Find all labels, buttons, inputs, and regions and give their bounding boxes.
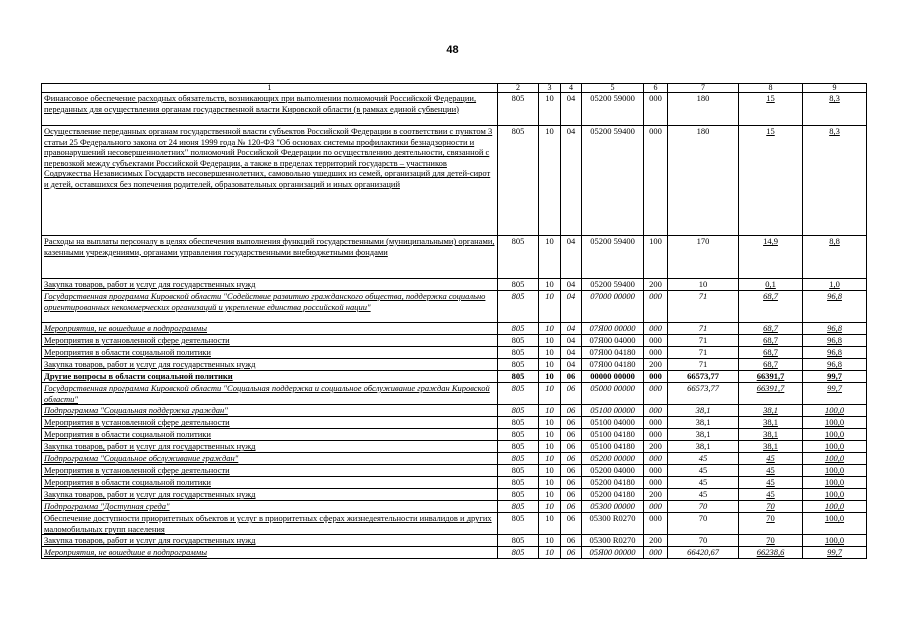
cell-planned: 71 bbox=[668, 347, 739, 359]
cell-section: 10 bbox=[539, 489, 561, 501]
cell-expense-type: 000 bbox=[644, 547, 668, 559]
cell-percent: 100,0 bbox=[803, 535, 867, 547]
cell-expense-type: 000 bbox=[644, 347, 668, 359]
cell-percent: 96,8 bbox=[803, 335, 867, 347]
cell-subsection: 06 bbox=[561, 501, 582, 513]
cell-planned: 45 bbox=[668, 453, 739, 465]
cell-expense-type: 000 bbox=[644, 477, 668, 489]
cell-target-article: 07Я00 04180 bbox=[582, 359, 644, 371]
cell-subsection: 04 bbox=[561, 279, 582, 291]
cell-expense-type: 200 bbox=[644, 441, 668, 453]
cell-target-article: 05Я00 00000 bbox=[582, 547, 644, 559]
cell-target-article: 07Я00 04180 bbox=[582, 347, 644, 359]
cell-section: 10 bbox=[539, 441, 561, 453]
cell-section: 10 bbox=[539, 501, 561, 513]
cell-executed: 14,9 bbox=[739, 236, 803, 279]
cell-percent: 100,0 bbox=[803, 501, 867, 513]
cell-subsection: 06 bbox=[561, 453, 582, 465]
cell-expense-type: 200 bbox=[644, 279, 668, 291]
cell-expense-type: 000 bbox=[644, 371, 668, 383]
cell-subsection: 06 bbox=[561, 489, 582, 501]
cell-expense-type: 000 bbox=[644, 323, 668, 335]
row-name: Осуществление переданных органам государственной власти субъектов Российской Федерации в соответствии с пунктом 3 статьи 25 Федерального закона от 24 июня 1999 года № 120-ФЗ "Об основах системы профилактики безнадзорности и правонарушений несовершеннолетних" полномочий Российской Федерации по осуществлению деятельности, связанной с перевозкой между субъектами Российской Федерации, а также в пределах территорий государств – участников Содружества Независимых Государств несовершеннолетних, самовольно ушедших из семей, организаций для детей-сирот и детей, оставшихся без попечения родителей, образовательных организаций и иных организаций bbox=[42, 126, 498, 236]
cell-percent: 100,0 bbox=[803, 465, 867, 477]
cell-percent: 99,7 bbox=[803, 383, 867, 405]
page-number: 48 bbox=[446, 44, 459, 56]
cell-expense-type: 000 bbox=[644, 465, 668, 477]
cell-grbs: 805 bbox=[498, 501, 539, 513]
row-name: Закупка товаров, работ и услуг для государственных нужд bbox=[42, 441, 498, 453]
cell-executed: 38,1 bbox=[739, 417, 803, 429]
cell-section: 10 bbox=[539, 429, 561, 441]
cell-planned: 71 bbox=[668, 323, 739, 335]
cell-executed: 15 bbox=[739, 93, 803, 126]
cell-subsection: 06 bbox=[561, 417, 582, 429]
cell-grbs: 805 bbox=[498, 335, 539, 347]
table-row bbox=[42, 126, 867, 236]
cell-percent: 99,7 bbox=[803, 371, 867, 383]
cell-expense-type: 000 bbox=[644, 453, 668, 465]
cell-grbs: 805 bbox=[498, 429, 539, 441]
row-name: Подпрограмма "Доступная среда" bbox=[42, 501, 498, 513]
cell-executed: 45 bbox=[739, 453, 803, 465]
cell-grbs: 805 bbox=[498, 291, 539, 323]
cell-grbs: 805 bbox=[498, 126, 539, 236]
cell-target-article: 07Я00 04000 bbox=[582, 335, 644, 347]
cell-planned: 70 bbox=[668, 501, 739, 513]
cell-grbs: 805 bbox=[498, 347, 539, 359]
row-name: Мероприятия, не вошедшие в подпрограммы bbox=[42, 323, 498, 335]
cell-section: 10 bbox=[539, 383, 561, 405]
cell-executed: 68,7 bbox=[739, 323, 803, 335]
cell-subsection: 04 bbox=[561, 236, 582, 279]
cell-executed: 45 bbox=[739, 489, 803, 501]
cell-executed: 66238,6 bbox=[739, 547, 803, 559]
cell-planned: 45 bbox=[668, 489, 739, 501]
row-name: Закупка товаров, работ и услуг для государственных нужд bbox=[42, 535, 498, 547]
cell-section: 10 bbox=[539, 279, 561, 291]
cell-percent: 8,3 bbox=[803, 126, 867, 236]
cell-section: 10 bbox=[539, 547, 561, 559]
cell-executed: 66391,7 bbox=[739, 383, 803, 405]
cell-section: 10 bbox=[539, 453, 561, 465]
cell-executed: 68,7 bbox=[739, 335, 803, 347]
table-row bbox=[42, 279, 867, 291]
row-name: Мероприятия в установленной сфере деятельности bbox=[42, 465, 498, 477]
column-number-row bbox=[42, 84, 867, 93]
column-number: 1 bbox=[42, 84, 498, 93]
table-row bbox=[42, 371, 867, 383]
table-row bbox=[42, 236, 867, 279]
cell-target-article: 05200 59000 bbox=[582, 93, 644, 126]
row-name: Мероприятия в установленной сфере деятельности bbox=[42, 417, 498, 429]
table-row bbox=[42, 93, 867, 126]
cell-executed: 15 bbox=[739, 126, 803, 236]
cell-subsection: 04 bbox=[561, 359, 582, 371]
cell-expense-type: 000 bbox=[644, 501, 668, 513]
column-number: 5 bbox=[582, 84, 644, 93]
cell-section: 10 bbox=[539, 126, 561, 236]
cell-percent: 99,7 bbox=[803, 547, 867, 559]
cell-grbs: 805 bbox=[498, 371, 539, 383]
row-name: Мероприятия в области социальной политики bbox=[42, 347, 498, 359]
cell-section: 10 bbox=[539, 291, 561, 323]
table-row bbox=[42, 429, 867, 441]
cell-subsection: 06 bbox=[561, 371, 582, 383]
row-name: Мероприятия в установленной сфере деятельности bbox=[42, 335, 498, 347]
cell-planned: 10 bbox=[668, 279, 739, 291]
cell-grbs: 805 bbox=[498, 383, 539, 405]
cell-section: 10 bbox=[539, 335, 561, 347]
cell-target-article: 07000 00000 bbox=[582, 291, 644, 323]
cell-planned: 180 bbox=[668, 126, 739, 236]
cell-percent: 100,0 bbox=[803, 489, 867, 501]
column-number: 7 bbox=[668, 84, 739, 93]
cell-planned: 71 bbox=[668, 359, 739, 371]
cell-planned: 38,1 bbox=[668, 441, 739, 453]
cell-percent: 100,0 bbox=[803, 429, 867, 441]
row-name: Обеспечение доступности приоритетных объектов и услуг в приоритетных сферах жизнедеятельности инвалидов и других маломобильных групп населения bbox=[42, 513, 498, 535]
cell-grbs: 805 bbox=[498, 513, 539, 535]
cell-expense-type: 100 bbox=[644, 236, 668, 279]
cell-percent: 96,8 bbox=[803, 347, 867, 359]
cell-expense-type: 000 bbox=[644, 429, 668, 441]
table-row bbox=[42, 547, 867, 559]
row-name: Мероприятия в области социальной политики bbox=[42, 429, 498, 441]
cell-planned: 38,1 bbox=[668, 405, 739, 417]
cell-planned: 45 bbox=[668, 465, 739, 477]
cell-planned: 71 bbox=[668, 335, 739, 347]
cell-expense-type: 000 bbox=[644, 335, 668, 347]
row-name: Государственная программа Кировской области "Социальная поддержка и социальное обслуживание граждан Кировской области" bbox=[42, 383, 498, 405]
row-name: Другие вопросы в области социальной политики bbox=[42, 371, 498, 383]
cell-section: 10 bbox=[539, 323, 561, 335]
cell-expense-type: 000 bbox=[644, 513, 668, 535]
cell-section: 10 bbox=[539, 236, 561, 279]
cell-target-article: 05300 R0270 bbox=[582, 535, 644, 547]
cell-section: 10 bbox=[539, 513, 561, 535]
cell-target-article: 05300 00000 bbox=[582, 501, 644, 513]
cell-percent: 96,8 bbox=[803, 323, 867, 335]
row-name: Финансовое обеспечение расходных обязательств, возникающих при выполнении полномочий Российской Федерации, переданных для осуществления органам государственной власти Кировской области (в рамках единой субвенции) bbox=[42, 93, 498, 126]
cell-grbs: 805 bbox=[498, 453, 539, 465]
cell-subsection: 06 bbox=[561, 547, 582, 559]
row-name: Расходы на выплаты персоналу в целях обеспечения выполнения функций государственными (муниципальными) органами, казенными учреждениями, органами управления государственными внебюджетными фондами bbox=[42, 236, 498, 279]
cell-target-article: 07Я00 00000 bbox=[582, 323, 644, 335]
cell-grbs: 805 bbox=[498, 417, 539, 429]
cell-target-article: 05200 59400 bbox=[582, 236, 644, 279]
cell-percent: 100,0 bbox=[803, 477, 867, 489]
column-number: 8 bbox=[739, 84, 803, 93]
table-row bbox=[42, 335, 867, 347]
budget-table bbox=[41, 83, 867, 559]
cell-subsection: 04 bbox=[561, 347, 582, 359]
cell-section: 10 bbox=[539, 371, 561, 383]
cell-percent: 96,8 bbox=[803, 291, 867, 323]
cell-executed: 45 bbox=[739, 477, 803, 489]
cell-planned: 180 bbox=[668, 93, 739, 126]
column-number: 9 bbox=[803, 84, 867, 93]
cell-subsection: 06 bbox=[561, 429, 582, 441]
row-name: Подпрограмма "Социальное обслуживание граждан" bbox=[42, 453, 498, 465]
row-name: Закупка товаров, работ и услуг для государственных нужд bbox=[42, 279, 498, 291]
cell-grbs: 805 bbox=[498, 477, 539, 489]
cell-subsection: 06 bbox=[561, 441, 582, 453]
table-row bbox=[42, 513, 867, 535]
cell-percent: 100,0 bbox=[803, 453, 867, 465]
cell-executed: 70 bbox=[739, 501, 803, 513]
cell-target-article: 05100 00000 bbox=[582, 405, 644, 417]
table-row bbox=[42, 347, 867, 359]
cell-executed: 70 bbox=[739, 513, 803, 535]
row-name: Государственная программа Кировской области "Содействие развитию гражданского общества, поддержка социально ориентированных некоммерческих организаций и укрепление единства российской нации" bbox=[42, 291, 498, 323]
cell-percent: 100,0 bbox=[803, 441, 867, 453]
cell-expense-type: 000 bbox=[644, 417, 668, 429]
cell-target-article: 05200 04180 bbox=[582, 477, 644, 489]
cell-section: 10 bbox=[539, 465, 561, 477]
row-name: Мероприятия в области социальной политики bbox=[42, 477, 498, 489]
cell-target-article: 05200 59400 bbox=[582, 279, 644, 291]
table-row bbox=[42, 417, 867, 429]
cell-grbs: 805 bbox=[498, 405, 539, 417]
cell-subsection: 04 bbox=[561, 93, 582, 126]
table-row bbox=[42, 453, 867, 465]
cell-grbs: 805 bbox=[498, 323, 539, 335]
cell-section: 10 bbox=[539, 347, 561, 359]
table-row bbox=[42, 291, 867, 323]
cell-target-article: 05200 04000 bbox=[582, 465, 644, 477]
table-row bbox=[42, 477, 867, 489]
cell-grbs: 805 bbox=[498, 279, 539, 291]
cell-executed: 68,7 bbox=[739, 359, 803, 371]
cell-subsection: 04 bbox=[561, 335, 582, 347]
cell-section: 10 bbox=[539, 93, 561, 126]
cell-planned: 70 bbox=[668, 513, 739, 535]
cell-grbs: 805 bbox=[498, 359, 539, 371]
cell-executed: 38,1 bbox=[739, 441, 803, 453]
table-row bbox=[42, 441, 867, 453]
cell-percent: 100,0 bbox=[803, 513, 867, 535]
row-name: Мероприятия, не вошедшие в подпрограммы bbox=[42, 547, 498, 559]
column-number: 3 bbox=[539, 84, 561, 93]
table-row bbox=[42, 383, 867, 405]
cell-target-article: 05000 00000 bbox=[582, 383, 644, 405]
cell-grbs: 805 bbox=[498, 535, 539, 547]
cell-expense-type: 000 bbox=[644, 383, 668, 405]
cell-target-article: 05200 04180 bbox=[582, 489, 644, 501]
table-row bbox=[42, 489, 867, 501]
column-number: 2 bbox=[498, 84, 539, 93]
table-row bbox=[42, 465, 867, 477]
cell-percent: 100,0 bbox=[803, 405, 867, 417]
row-name: Подпрограмма "Социальная поддержка граждан" bbox=[42, 405, 498, 417]
cell-percent: 100,0 bbox=[803, 417, 867, 429]
cell-executed: 70 bbox=[739, 535, 803, 547]
cell-target-article: 05100 04000 bbox=[582, 417, 644, 429]
cell-section: 10 bbox=[539, 535, 561, 547]
cell-executed: 45 bbox=[739, 465, 803, 477]
cell-grbs: 805 bbox=[498, 465, 539, 477]
cell-expense-type: 000 bbox=[644, 126, 668, 236]
cell-section: 10 bbox=[539, 359, 561, 371]
cell-executed: 68,7 bbox=[739, 291, 803, 323]
cell-target-article: 05200 59400 bbox=[582, 126, 644, 236]
cell-executed: 66391,7 bbox=[739, 371, 803, 383]
table-row bbox=[42, 405, 867, 417]
cell-grbs: 805 bbox=[498, 93, 539, 126]
cell-target-article: 05200 00000 bbox=[582, 453, 644, 465]
cell-planned: 66573,77 bbox=[668, 383, 739, 405]
table-row bbox=[42, 323, 867, 335]
cell-grbs: 805 bbox=[498, 236, 539, 279]
cell-planned: 45 bbox=[668, 477, 739, 489]
cell-percent: 96,8 bbox=[803, 359, 867, 371]
cell-subsection: 06 bbox=[561, 465, 582, 477]
cell-target-article: 05100 04180 bbox=[582, 441, 644, 453]
cell-subsection: 04 bbox=[561, 323, 582, 335]
cell-target-article: 05300 R0270 bbox=[582, 513, 644, 535]
cell-planned: 38,1 bbox=[668, 417, 739, 429]
column-number: 6 bbox=[644, 84, 668, 93]
cell-percent: 8,3 bbox=[803, 93, 867, 126]
cell-grbs: 805 bbox=[498, 441, 539, 453]
table-row bbox=[42, 359, 867, 371]
table-row bbox=[42, 501, 867, 513]
cell-subsection: 06 bbox=[561, 535, 582, 547]
cell-expense-type: 200 bbox=[644, 489, 668, 501]
cell-planned: 170 bbox=[668, 236, 739, 279]
cell-percent: 1,0 bbox=[803, 279, 867, 291]
cell-target-article: 00000 00000 bbox=[582, 371, 644, 383]
cell-section: 10 bbox=[539, 477, 561, 489]
cell-expense-type: 000 bbox=[644, 291, 668, 323]
cell-expense-type: 000 bbox=[644, 93, 668, 126]
cell-section: 10 bbox=[539, 417, 561, 429]
cell-expense-type: 000 bbox=[644, 405, 668, 417]
cell-planned: 66420,67 bbox=[668, 547, 739, 559]
cell-percent: 8,8 bbox=[803, 236, 867, 279]
cell-subsection: 06 bbox=[561, 405, 582, 417]
cell-subsection: 06 bbox=[561, 513, 582, 535]
cell-grbs: 805 bbox=[498, 489, 539, 501]
cell-planned: 70 bbox=[668, 535, 739, 547]
cell-executed: 0,1 bbox=[739, 279, 803, 291]
cell-executed: 38,1 bbox=[739, 405, 803, 417]
cell-planned: 71 bbox=[668, 291, 739, 323]
cell-executed: 38,1 bbox=[739, 429, 803, 441]
cell-subsection: 04 bbox=[561, 126, 582, 236]
cell-expense-type: 200 bbox=[644, 535, 668, 547]
cell-subsection: 04 bbox=[561, 291, 582, 323]
cell-target-article: 05100 04180 bbox=[582, 429, 644, 441]
cell-grbs: 805 bbox=[498, 547, 539, 559]
row-name: Закупка товаров, работ и услуг для государственных нужд bbox=[42, 489, 498, 501]
cell-expense-type: 200 bbox=[644, 359, 668, 371]
row-name: Закупка товаров, работ и услуг для государственных нужд bbox=[42, 359, 498, 371]
cell-subsection: 06 bbox=[561, 383, 582, 405]
cell-executed: 68,7 bbox=[739, 347, 803, 359]
cell-planned: 38,1 bbox=[668, 429, 739, 441]
table-row bbox=[42, 535, 867, 547]
cell-subsection: 06 bbox=[561, 477, 582, 489]
cell-section: 10 bbox=[539, 405, 561, 417]
column-number: 4 bbox=[561, 84, 582, 93]
cell-planned: 66573,77 bbox=[668, 371, 739, 383]
